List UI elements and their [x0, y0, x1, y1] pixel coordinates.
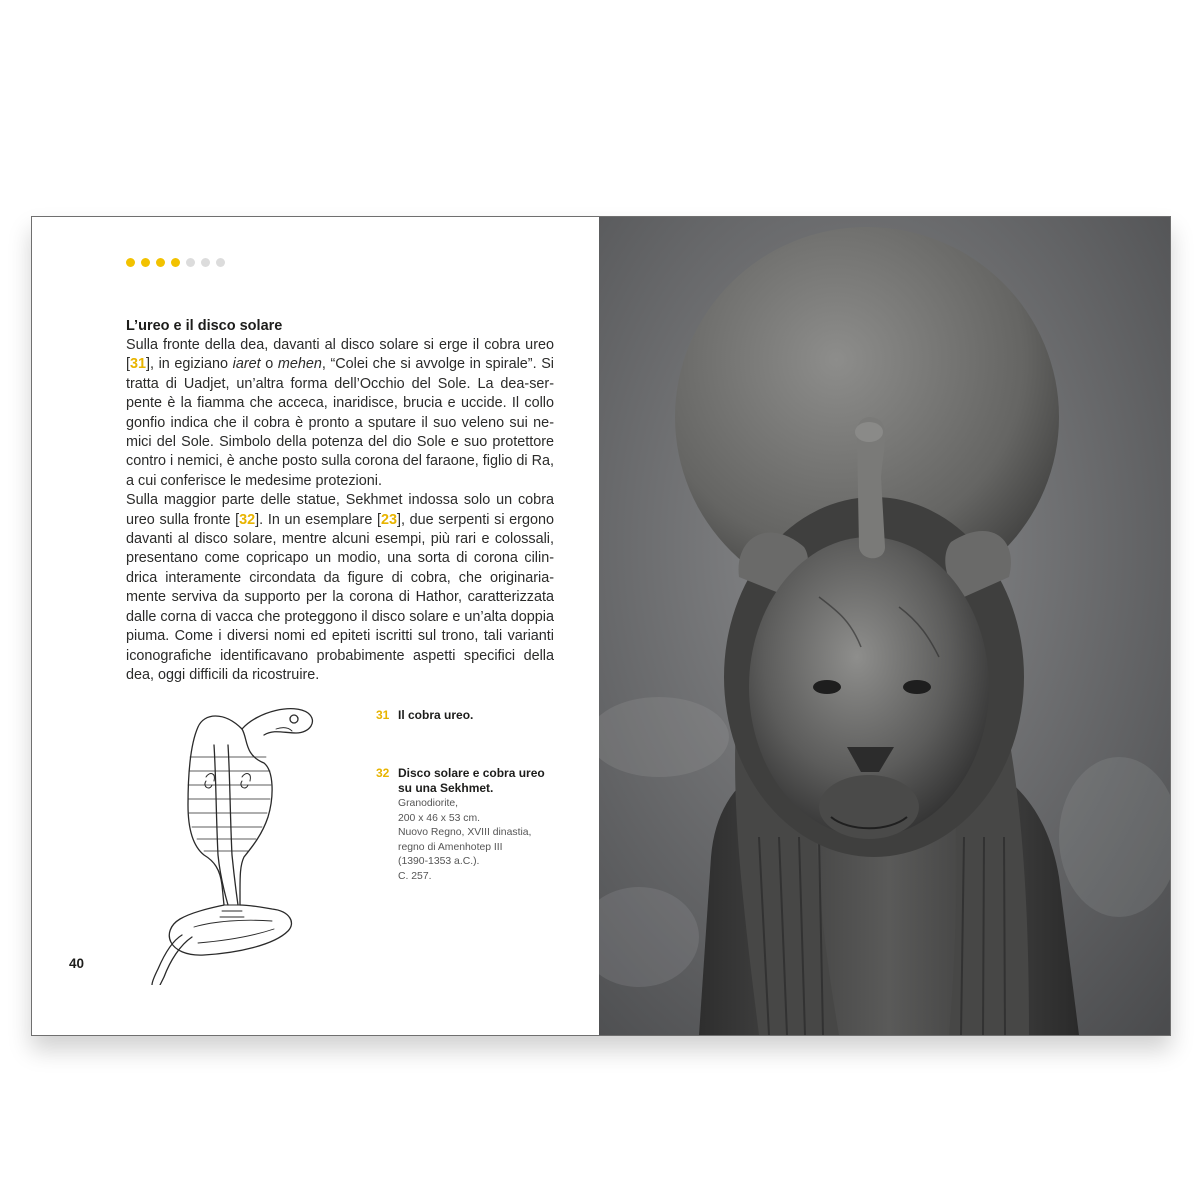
- paragraph-2: Sulla maggior parte delle statue, Sekhmet indossa solo un cobra ureo sulla fronte [32]. In un esemplare [23], due serpenti si ergono davanti al disco solare, mentre alcuni esempi, più rari e colossali, presentano come copricapo un modio, una sorta di corona cilindrica interamente circondata da figure di cobra, che originariamente serviva da supporto per la corona di Hathor, caratterizzata dalle corna di vacca che proteggono il disco solare e un’alta doppia piuma. Come i diversi nomi ed epiteti iscritti sul trono, tali varianti iconografiche identificavano probabimente aspetti specifici della dea, oggi difficili da ricostruire.: [126, 492, 555, 683]
- book-spread: [31, 216, 1171, 1036]
- progress-dot: [186, 258, 195, 267]
- sekhmet-statue-photo: [599, 217, 1170, 1035]
- statue-image: [599, 217, 1170, 1035]
- progress-dot: [216, 258, 225, 267]
- caption-title: Il cobra ureo.: [398, 708, 474, 722]
- caption-detail-line: Nuovo Regno, XVIII dinastia,: [398, 827, 532, 839]
- paragraph-1: Sulla fronte della dea, davanti al disco solare si erge il cobra ureo [31], in egiziano iaret o mehen, “Colei che si avvolge in spirale”. Si tratta di Uadjet, un’altra forma dell’Occhio del Sole. La dea-serpente è la fiamma che acceca, inaridisce, brucia e uccide. Il collo gonfio indica che il cobra è pronto a sputare il suo veleno sui nemici del Sole. Simbolo della potenza del dio Sole e suo protettore contro i nemici, è anche posto sulla corona del faraone, figlio di Ra, a cui conferisce le medesime protezioni.: [126, 337, 554, 489]
- caption-title: Disco solare e cobra ureo su una Sekhmet.: [398, 766, 545, 795]
- page-number: 40: [69, 956, 85, 971]
- caption-32: [376, 766, 556, 885]
- progress-dot: [171, 258, 180, 267]
- progress-dot: [126, 258, 135, 267]
- caption-number: 32: [376, 766, 390, 780]
- progress-dot: [156, 258, 165, 267]
- caption-detail-line: C. 257.: [398, 870, 432, 882]
- caption-number: 31: [376, 708, 390, 722]
- caption-detail-line: regno di Amenhotep III: [398, 841, 503, 853]
- caption-detail-line: (1390-1353 a.C.).: [398, 856, 480, 868]
- figure-reference-23[interactable]: 23: [380, 511, 397, 528]
- body-text: [126, 336, 554, 685]
- progress-dots: [126, 258, 225, 267]
- left-page: [32, 217, 599, 1035]
- caption-detail-line: 200 x 46 x 53 cm.: [398, 812, 481, 824]
- figure-reference-32[interactable]: 32: [239, 511, 256, 528]
- progress-dot: [201, 258, 210, 267]
- progress-dot: [141, 258, 150, 267]
- caption-details: [398, 797, 556, 885]
- section-heading: L’ureo e il disco solare: [126, 318, 283, 334]
- caption-31: [376, 708, 473, 723]
- caption-detail-line: Granodiorite,: [398, 798, 459, 809]
- cobra-uraeus-illustration: [124, 705, 324, 985]
- figure-reference-31[interactable]: 31: [130, 356, 147, 373]
